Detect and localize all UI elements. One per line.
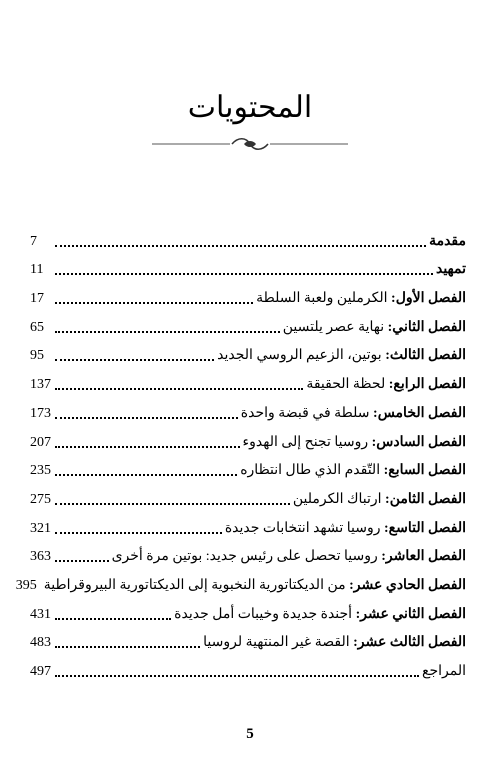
toc-chapter-label: الفصل الرابع:: [388, 377, 466, 393]
toc-entry-heading: [217, 347, 466, 365]
toc-page-number: 395: [15, 577, 37, 593]
toc-page-number: 497: [30, 664, 51, 679]
toc-chapter-title: المراجع: [422, 664, 466, 679]
toc-chapter-title: نهاية عصر يلتسين: [282, 319, 385, 335]
toc-entry[interactable]: [30, 599, 466, 628]
toc-chapter-title: روسيا تحصل على رئيس جديد: بوتين مرة أخرى: [111, 549, 378, 565]
toc-chapter-label: الفصل الخامس:: [373, 405, 466, 421]
toc-chapter-label: الفصل الثالث:: [385, 348, 466, 364]
toc-entry-heading: [240, 462, 466, 480]
toc-page-number: 11: [30, 262, 44, 278]
toc-page-number: 431: [30, 606, 51, 622]
toc-page-number: 65: [30, 319, 44, 335]
toc-entry[interactable]: [30, 628, 466, 657]
toc-page-number: 7: [30, 233, 37, 249]
toc-chapter-label: الفصل الحادي عشر:: [349, 577, 466, 593]
toc-page-number: 275: [30, 491, 51, 507]
toc-page-number: 235: [30, 463, 51, 479]
toc-entry[interactable]: [30, 283, 466, 312]
dot-leader: [55, 503, 290, 505]
toc-chapter-label: الفصل الثاني:: [387, 319, 466, 335]
toc-entry-heading: [283, 319, 466, 337]
toc-entry-heading: [225, 520, 466, 538]
toc-entry[interactable]: [30, 542, 466, 571]
toc-chapter-label: مقدمة: [429, 233, 466, 249]
dot-leader: [55, 331, 280, 333]
dot-leader: [55, 273, 433, 275]
dot-leader: [55, 302, 253, 304]
toc-chapter-label: الفصل العاشر:: [381, 549, 466, 565]
dot-leader: [55, 359, 214, 361]
toc-chapter-label: الفصل الثامن:: [385, 491, 466, 507]
toc-chapter-title: من الديكتاتورية النخبوية إلى الديكتاتورية البيروقراطية: [43, 577, 346, 593]
toc-entry-heading: [241, 405, 466, 423]
toc-chapter-title: الكرملين ولعبة السلطة: [256, 291, 388, 307]
dot-leader: [55, 245, 426, 247]
toc-page-number: 483: [30, 635, 51, 651]
toc-chapter-label: تمهيد: [435, 262, 466, 278]
dot-leader: [55, 532, 222, 534]
ornament-divider-icon: [152, 134, 348, 154]
toc-entry[interactable]: [30, 341, 466, 370]
toc-page-number: 95: [30, 348, 44, 364]
toc-page-number: 17: [30, 291, 44, 307]
toc-entry-heading: [174, 606, 466, 624]
toc-entry-heading: [256, 290, 466, 308]
toc-entry[interactable]: [30, 369, 466, 398]
toc-chapter-label: الفصل الثالث عشر:: [353, 635, 466, 651]
toc-entry-heading: [436, 261, 466, 279]
toc-chapter-title: سلطة في قبضة واحدة: [240, 405, 370, 421]
toc-page-number: 321: [30, 520, 51, 536]
toc-entry[interactable]: [15, 570, 466, 599]
toc-chapter-title: روسيا تجنح إلى الهدوء: [242, 434, 369, 450]
toc-chapter-title: أجندة جديدة وخيبات أمل جديدة: [174, 606, 353, 622]
toc-entry-heading: [293, 491, 466, 509]
toc-entry-heading: [112, 548, 466, 566]
toc-entry-heading: [44, 577, 466, 595]
toc-chapter-title: لحظة الحقيقة: [306, 377, 386, 393]
page-title: المحتويات: [187, 90, 313, 125]
dot-leader: [55, 618, 171, 620]
toc-chapter-title: بوتين، الزعيم الروسي الجديد: [217, 348, 382, 364]
page-number: 5: [246, 726, 254, 742]
toc-entry[interactable]: [30, 456, 466, 485]
dot-leader: [55, 474, 237, 476]
dot-leader: [55, 560, 109, 562]
toc-entry-heading: [429, 233, 466, 251]
dot-leader: [55, 646, 200, 648]
toc-entry[interactable]: [30, 398, 466, 427]
toc-entry-heading: [243, 434, 466, 452]
toc-chapter-title: القصة غير المنتهية لروسيا: [203, 635, 350, 651]
toc-page-number: 207: [30, 434, 51, 450]
table-of-contents: [15, 226, 466, 685]
toc-entry-heading: [203, 634, 466, 652]
toc-page-number: 363: [30, 549, 51, 565]
toc-chapter-label: الفصل الثاني عشر:: [355, 606, 466, 622]
dot-leader: [55, 446, 240, 448]
toc-chapter-label: الفصل التاسع:: [384, 520, 466, 536]
toc-entry[interactable]: [30, 255, 466, 284]
toc-chapter-title: التّقدم الذي طال انتظاره: [240, 463, 381, 479]
toc-entry[interactable]: [30, 427, 466, 456]
toc-chapter-title: روسيا تشهد انتخابات جديدة: [224, 520, 381, 536]
toc-entry[interactable]: [30, 226, 466, 255]
dot-leader: [55, 675, 419, 677]
toc-chapter-label: الفصل الأول:: [391, 291, 466, 307]
toc-chapter-label: الفصل السادس:: [371, 434, 466, 450]
toc-entry-heading: [306, 376, 466, 394]
toc-entry[interactable]: [30, 656, 466, 685]
toc-entry[interactable]: [30, 312, 466, 341]
dot-leader: [55, 417, 238, 419]
toc-entry[interactable]: [30, 484, 466, 513]
toc-entry[interactable]: [30, 513, 466, 542]
toc-entry-heading: [422, 663, 466, 681]
toc-chapter-label: الفصل السابع:: [383, 463, 466, 479]
toc-page-number: 137: [30, 377, 51, 393]
dot-leader: [55, 388, 303, 390]
toc-page-number: 173: [30, 405, 51, 421]
toc-chapter-title: ارتباك الكرملين: [292, 491, 382, 507]
